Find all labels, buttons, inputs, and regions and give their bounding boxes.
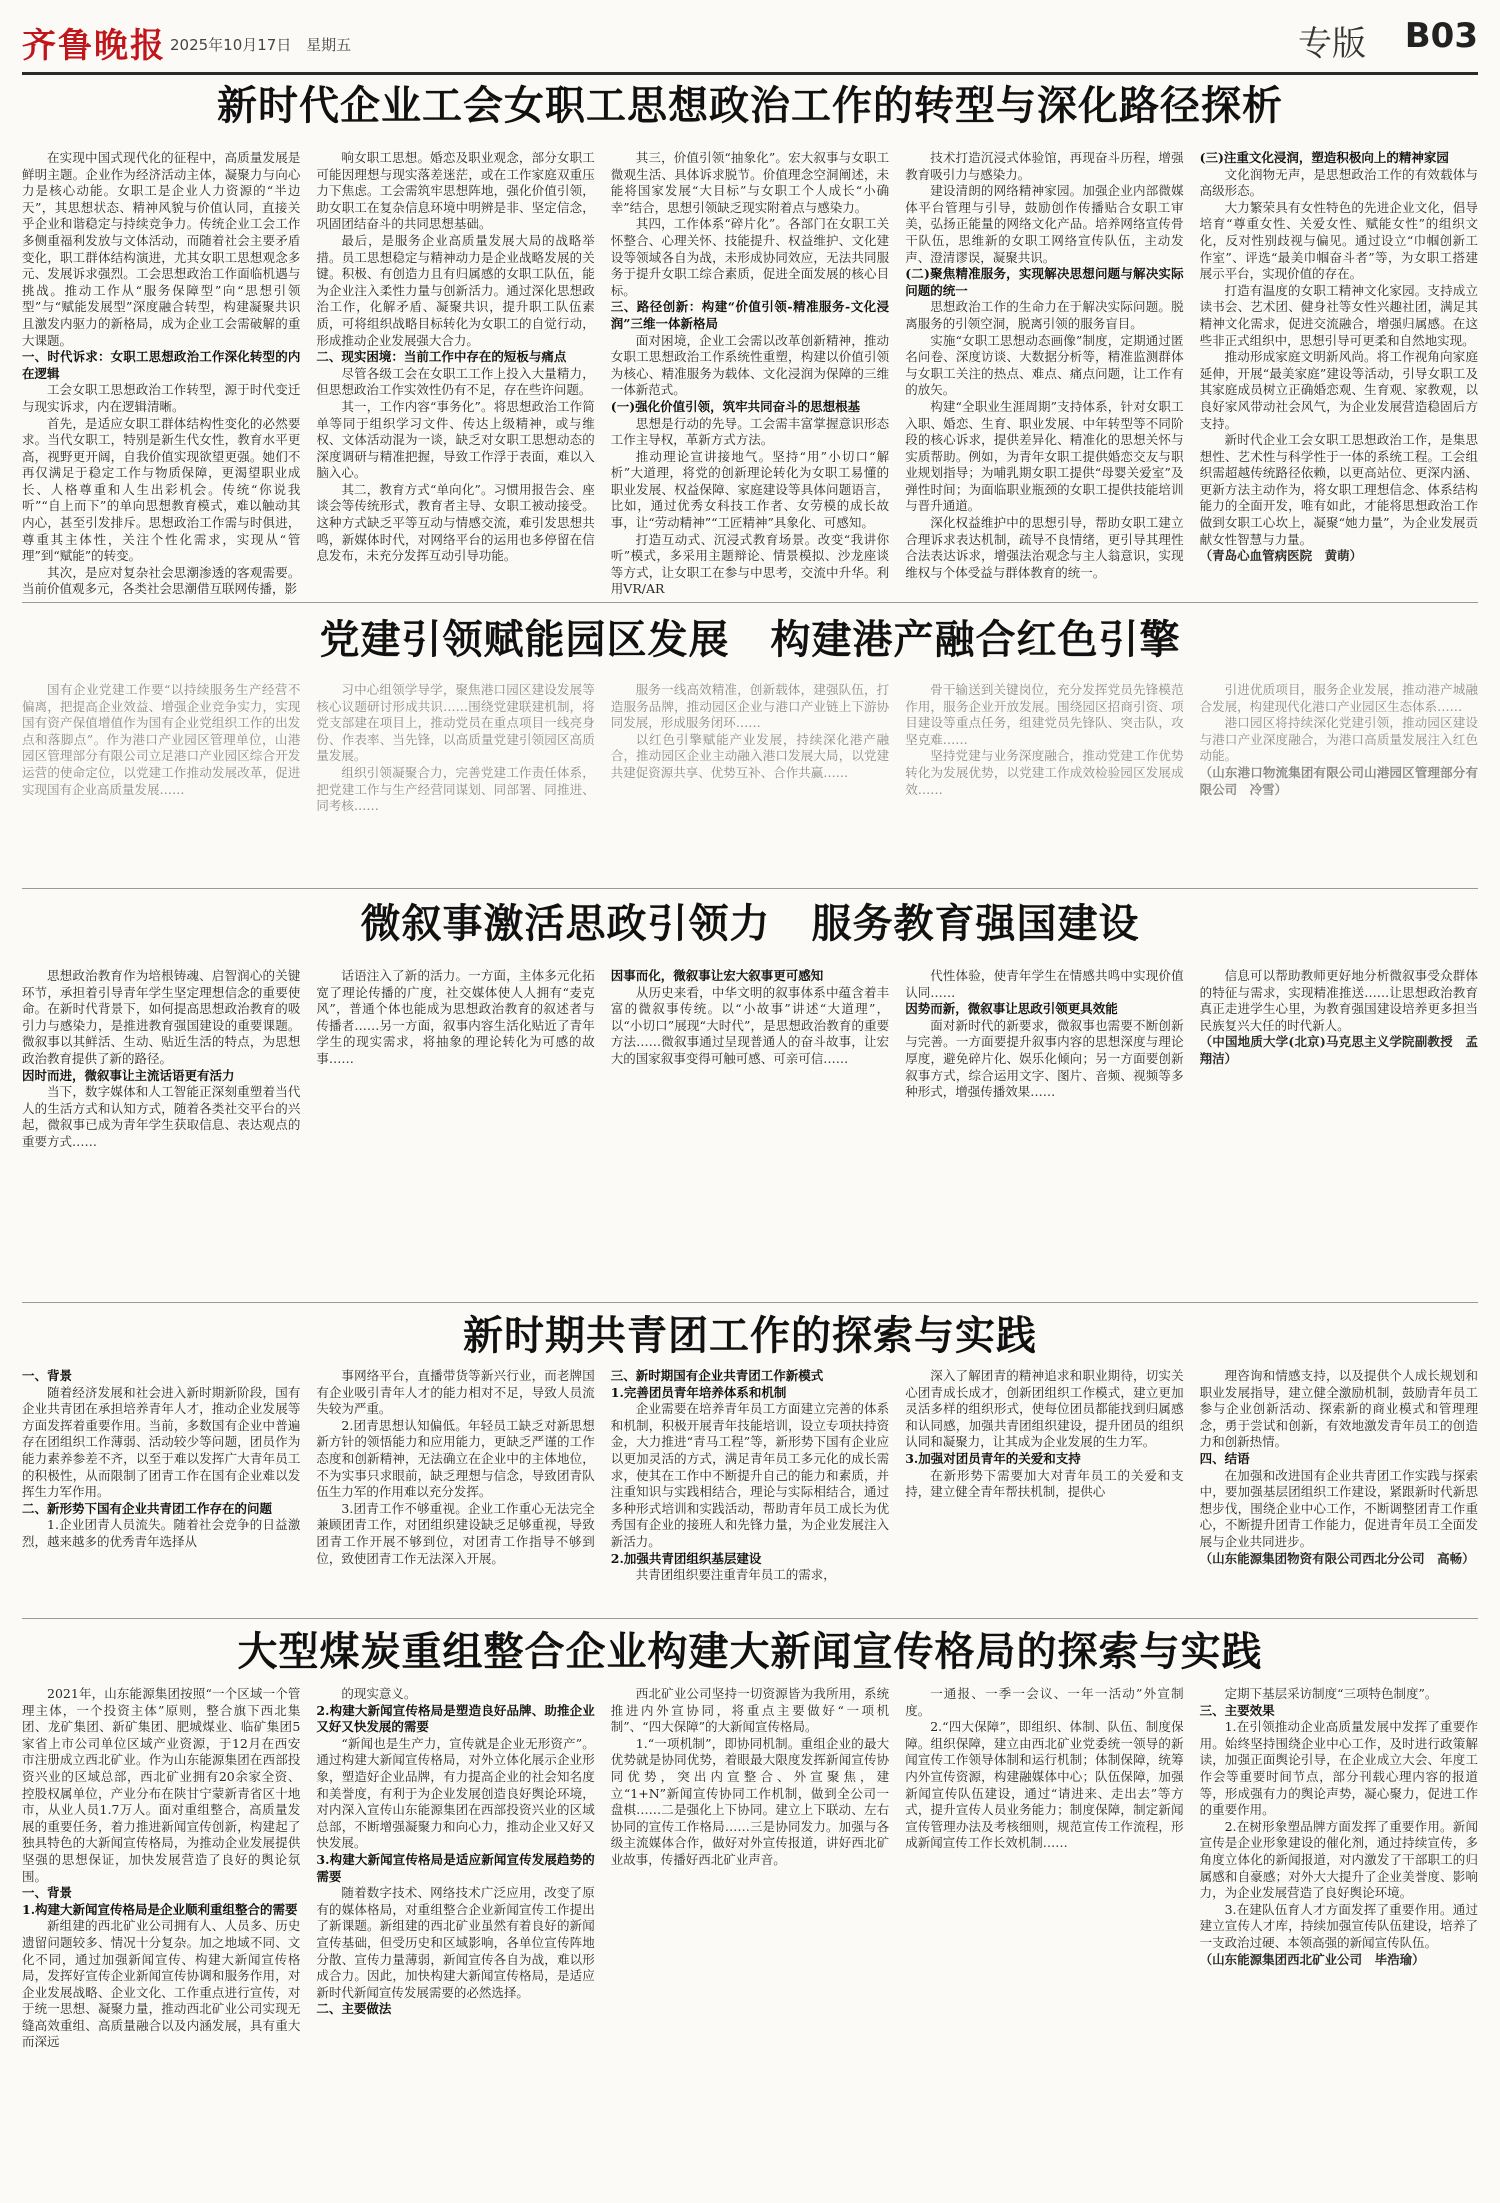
article-headline: 党建引领赋能园区发展 构建港产融合红色引擎 — [319, 616, 1181, 663]
article-column — [611, 150, 889, 598]
article-column — [1200, 150, 1478, 598]
article-body — [22, 1368, 1478, 1618]
article-column — [905, 1686, 1183, 2194]
article-youth-league — [22, 1308, 1478, 1620]
section-subheading: 因势而新，微叙事让思政引领更具效能 — [905, 1001, 1118, 1017]
section-subheading: (三)注重文化浸润，塑造积极向上的精神家园 — [1199, 150, 1449, 165]
article-column — [611, 968, 889, 1302]
body-paragraph: 事网络平台，直播带货等新兴行业，而老牌国有企业吸引青年人才的能力相对不足，导致人员流失较为严重。 — [316, 1368, 595, 1417]
article-divider — [22, 1302, 1478, 1303]
section-subheading: 3.构建大新闻宣传格局是适应新闻宣传发展趋势的需要 — [316, 1851, 595, 1884]
section-subheading: 2.构建大新闻宣传格局是塑造良好品牌、助推企业又好又快发展的需要 — [316, 1702, 595, 1735]
body-paragraph: 工会女职工思想政治工作转型，源于时代变迁与现实诉求，内在逻辑清晰。 — [22, 382, 301, 414]
body-paragraph: 2.在树形象塑品牌方面发挥了重要作用。新闻宣传是企业形象建设的催化剂，通过持续宣传，多角度立体化的新闻报道，对内激发了干部职工的归属感和自豪感；对外大大提升了企业美誉度、影响力，为企业发展营造了良好舆论环境。 — [1199, 1818, 1478, 1901]
article-women-workers — [22, 78, 1478, 597]
article-column — [611, 1368, 889, 1618]
body-paragraph: 企业需要在培养青年员工方面建立完善的体系和机制，积极开展青年技能培训，设立专项扶持资金，大力推进“青马工程”等，新形势下国有企业应以更加灵活的方式，满足青年员工多元化的成长需求，使其在工作中不断提升自己的能力和素质，并注重知识与实践相结合，理论与实际相结合，通过多种形式培训和实践活动，帮助青年员工成长为优秀国有企业的接班人和先锋力量，为企业发展注入新活力。 — [610, 1401, 890, 1549]
body-paragraph: 推动形成家庭文明新风尚。将工作视角向家庭延伸，开展“最美家庭”建设等活动，引导女职工及其家庭成员树立正确婚恋观、生育观、家教观，以良好家风带动社会风气，为企业发展营造稳固后方支持。 — [1199, 349, 1478, 431]
article-micro-narrative — [22, 896, 1478, 1306]
body-paragraph: 其三，价值引领“抽象化”。宏大叙事与女职工微观生活、具体诉求脱节。价值理念空洞阐述，未能将国家发展“大目标”与女职工个人成长“小确幸”结合，思想引领缺乏现实附着点与感染力。 — [610, 150, 890, 215]
article-column — [22, 1368, 300, 1618]
body-paragraph: 建设清朗的网络精神家园。加强企业内部微媒体平台管理与引导，鼓励创作传播贴合女职工审美，弘扬正能量的网络文化产品。培养网络宣传骨干队伍，思维新的女职工网络宣传队伍，主动发声、澄清谬误，凝聚共识。 — [905, 183, 1184, 265]
article-column — [1200, 968, 1478, 1302]
body-paragraph: 的现实意义。 — [341, 1686, 417, 1701]
author-byline: （青岛心血管病医院 黄萌） — [1199, 548, 1363, 564]
body-paragraph: 1.“一项机制”，即协同机制。重组企业的最大优势就是协同优势，着眼最大限度发挥新闻宣传协同优势，突出内宣整合、外宣聚焦，建立“1+N”新闻宣传协同工作机制，做到全公司一盘棋……二是强化上下协同。建立上下联动、左右协同的宣传工作格局……三是协同发力。加强与各级主流媒体合作，做好对外宣传报道，讲好西北矿业故事，传播好西北矿业声音。 — [610, 1735, 890, 1867]
author-byline: （山东能源集团物资有限公司西北分公司 高畅） — [1199, 1550, 1475, 1566]
body-paragraph: 深入了解团青的精神追求和职业期待，切实关心团青成长成才，创新团组织工作模式，建立更加灵活多样的组织形式，使每位团员都能找到归属感和认同感，加强共青团组织建设，提升团员的组织认同和凝聚力，让其成为企业发展的生力军。 — [905, 1368, 1184, 1450]
body-paragraph: 面对新时代的新要求，微叙事也需要不断创新与完善。一方面要提升叙事内容的思想深度与理论厚度，避免碎片化、娱乐化倾向；另一方面要创新叙事方式，综合运用文字、图片、音频、视频等多种形式，增强传播效果…… — [905, 1017, 1184, 1100]
body-paragraph: 共青团组织要注重青年员工的需求， — [635, 1567, 836, 1583]
body-paragraph: 思想政治教育作为培根铸魂、启智润心的关键环节，承担着引导青年学生坚定理想信念的重要使命。在新时代背景下，如何提高思想政治教育的吸引力与感染力，是推进教育强国建设的重要课题。微叙事以其鲜活、生动、贴近生活的特点，为思想政治教育提供了新的路径。 — [22, 968, 301, 1066]
body-paragraph: 文化润物无声，是思想政治工作的有效载体与高级形态。 — [1199, 166, 1478, 199]
article-divider — [22, 1618, 1478, 1619]
article-column — [611, 1686, 889, 2194]
section-name: 专版 — [1298, 24, 1366, 64]
body-paragraph: 港口园区将持续深化党建引领，推动园区建设与港口产业深度融合，为港口高质量发展注入红色动能。 — [1199, 715, 1478, 764]
body-paragraph: 一通报、一季一会议、一年一活动”外宣制度。 — [905, 1686, 1184, 1718]
article-coal-news-publicity — [22, 1624, 1478, 2198]
body-paragraph: 1.在引领推动企业高质量发展中发挥了重要作用。始终坚持围绕企业中心工作，及时进行政策解读，加强正面舆论引导，在企业成立大会、年度工作会等重要时间节点，部分刊载心理内容的报道等，形成强有力的舆论声势，凝心聚力，促进工作的重要作用。 — [1199, 1719, 1478, 1818]
issue-date: 2025年10月17日 — [170, 36, 292, 54]
article-party-building-park — [22, 612, 1478, 882]
dateline — [170, 34, 361, 55]
body-paragraph: 3.团青工作不够重视。企业工作重心无法完全兼顾团青工作，对团组织建设缺乏足够重视，导致团青工作开展不够到位，对团青工作指导不够到位，致使团青工作无法深入开展。 — [316, 1500, 595, 1566]
body-paragraph: 3.在建队伍育人才方面发挥了重要作用。通过建立宣传人才库，持续加强宣传队伍建设，培养了一支政治过硬、本领高强的新闻宣传队伍。 — [1199, 1901, 1478, 1950]
section-subheading: 三、新时期国有企业共青团工作新模式 — [610, 1368, 824, 1383]
article-body — [22, 682, 1478, 878]
body-paragraph: 组织引领凝聚合力，完善党建工作责任体系，把党建工作与生产经营同谋划、同部署、同推进、同考核…… — [316, 764, 595, 814]
section-subheading: 因事而化，微叙事让宏大叙事更可感知 — [610, 968, 824, 983]
article-column — [611, 682, 889, 878]
body-paragraph: 在实现中国式现代化的征程中，高质量发展是鲜明主题。企业作为经济活动主体，凝聚力与向心力是核心动能。女职工是企业人力资源的“半边天”，其思想状态、精神风貌与价值认同，直接关乎企业和谐稳定与持续竞争力。传统企业工会工作多侧重福利发放与文体活动，而随着社会主要矛盾变化，职工群体结构演进，尤其女职工思想观念多元、发展诉求强烈。工会思想政治工作面临机遇与挑战。推动工作从“服务保障型”向“思想引领型”与“赋能发展型”深度融合转型，构建凝聚共识且激发内驱力的新格局，成为企业工会需破解的重大课题。 — [22, 150, 301, 348]
section-subheading: 因时而进，微叙事让主流话语更有活力 — [22, 1067, 235, 1083]
section-subheading: 一、背景 — [22, 1368, 73, 1383]
body-paragraph: 引进优质项目，服务企业发展，推动港产城融合发展，构建现代化港口产业园区生态体系…… — [1199, 682, 1478, 714]
body-paragraph: 其四，工作体系“碎片化”。各部门在女职工关怀整合、心理关怀、技能提升、权益维护、文化建设等领域各自为战，未形成协同效应，无法共同服务于提升女职工综合素质，促进全面发展的核心目标。 — [610, 216, 890, 298]
masthead-rule — [22, 72, 1478, 75]
article-column — [1200, 1368, 1478, 1618]
body-paragraph: 打造有温度的女职工精神文化家园。支持成立读书会、艺术团、健身社等女性兴趣社团，满足其精神文化需求，促进交流融合，增强归属感。在这些非正式组织中，思想引导可更柔和自然地实现。 — [1199, 282, 1478, 348]
article-headline: 新时期共青团工作的探索与实践 — [463, 1312, 1037, 1359]
body-paragraph: 习中心组领学导学，聚焦港口园区建设发展等核心议题研讨形成共识……围绕党建联建机制，将党支部建在项目上，推动党员在重点项目一线亮身份、作表率、当先锋，以高质量党建引领园区高质量发展。 — [316, 682, 595, 764]
article-headline: 大型煤炭重组整合企业构建大新闻宣传格局的探索与实践 — [237, 1628, 1263, 1675]
article-column — [905, 1368, 1183, 1618]
body-paragraph: 其次，是应对复杂社会思潮渗透的客观需要。当前价值观多元，各类社会思潮借互联网传播，影 — [22, 564, 301, 597]
body-paragraph: 其一，工作内容“事务化”。将思想政治工作简单等同于组织学习文件、传达上级精神，或与维权、文体活动混为一谈，缺乏对女职工思想动态的深度调研与精准把握，导致工作浮于表面，难以入脑入心。 — [316, 398, 595, 481]
body-paragraph: 骨干输送到关键岗位，充分发挥党员先锋模范作用，服务企业开放发展。围绕园区招商引资、项目建设等重点任务，组建党员先锋队、突击队，攻坚克难…… — [905, 682, 1184, 747]
section-subheading: (一)强化价值引领，筑牢共同奋斗的思想根基 — [610, 398, 861, 414]
body-paragraph: 坚持党建与业务深度融合，推动党建工作优势转化为发展优势，以党建工作成效检验园区发展成效…… — [905, 748, 1184, 797]
body-paragraph: 首先，是适应女职工群体结构性变化的必然要求。当代女职工，特别是新生代女性，教育水平更高，视野更开阔，自我价值实现欲望更强。她们不再仅满足于稳定工作与物质保障，更渴望职业成长、人格尊重和人生出彩机会。传统“你说我听”“自上而下”的单向思想教育模式，难以触动其内心，甚至引发排斥。思想政治工作需与时俱进，尊重其主体性，关注个性化需求，实现从“管理”到“赋能”的转变。 — [22, 415, 301, 564]
body-paragraph: 1.企业团青人员流失。随着社会竞争的日益激烈，越来越多的优秀青年选择从 — [22, 1517, 301, 1549]
body-paragraph: 在加强和改进国有企业共青团工作实践与探索中，要加强基层团组织工作建设，紧跟新时代新思想步伐，围绕企业中心工作，不断调整团青工作重心，不断提升团青工作能力，促进青年员工全面发展与企业共同进步。 — [1199, 1467, 1478, 1549]
masthead — [22, 8, 1478, 70]
section-subheading: (二)聚焦精准服务，实现解决思想问题与解决实际问题的统一 — [905, 266, 1184, 298]
body-paragraph: 定期下基层采访制度“三项特色制度”。 — [1224, 1686, 1438, 1701]
body-paragraph: 以红色引擎赋能产业发展，持续深化港产融合，推动园区企业主动融入港口发展大局，以党建共建促资源共享、优势互补、合作共赢…… — [610, 731, 890, 780]
section-subheading: 三、主要效果 — [1199, 1702, 1275, 1718]
article-divider — [22, 602, 1478, 603]
body-paragraph: 2.团青思想认知偏低。年轻员工缺乏对新思想新方针的领悟能力和应用能力，更缺乏严谨的工作态度和创新精神，无法确立在企业中的主体地位，不为实事只求眼前，缺乏理想与信念，导致团青队伍生力军的作用难以充分发挥。 — [316, 1417, 595, 1500]
body-paragraph: 打造互动式、沉浸式教育场景。改变“我讲你听”模式，多采用主题辩论、情景模拟、沙龙座谈等方式，让女职工在参与中思考，交流中升华。利用VR/AR — [610, 531, 890, 597]
article-headline: 新时代企业工会女职工思想政治工作的转型与深化路径探析 — [217, 82, 1283, 129]
body-paragraph: 服务一线高效精准，创新载体，建强队伍，打造服务品牌，推动园区企业与港口产业链上下游协同发展，形成服务闭环…… — [610, 682, 890, 731]
body-paragraph: 在新形势下需要加大对青年员工的关爱和支持，建立健全青年帮扶机制，提供心 — [905, 1467, 1184, 1500]
body-paragraph: 技术打造沉浸式体验馆，再现奋斗历程，增强教育吸引力与感染力。 — [905, 150, 1184, 182]
body-paragraph: 推动理论宣讲接地气。坚持“用”小切口“解析”大道理，将党的创新理论转化为女职工易懂的职业发展、权益保障、家庭建设等具体问题语言，比如，通过优秀女科技工作者、女劳模的成长故事，让“劳动精神”“工匠精神”具象化、可感知。 — [610, 448, 890, 531]
page-number: B03 — [1404, 16, 1478, 56]
article-column — [316, 1368, 594, 1618]
body-paragraph: 当下，数字媒体和人工智能正深刻重塑着当代人的生活方式和认知方式，随着各类社交平台的兴起，微叙事已成为青年学生获取信息、表达观点的重要方式…… — [22, 1084, 301, 1149]
section-subheading: 2.加强共青团组织基层建设 — [610, 1550, 762, 1566]
body-paragraph: 尽管各级工会在女职工工作上投入大量精力，但思想政治工作实效性仍有不足，存在些许问题。 — [316, 365, 595, 398]
issue-weekday: 星期五 — [306, 36, 352, 54]
body-paragraph: 思想是行动的先导。工会需丰富掌握意识形态工作主导权，革新方式方法。 — [610, 415, 890, 448]
article-body — [22, 968, 1478, 1302]
section-subheading: 二、主要做法 — [316, 2001, 392, 2017]
section-subheading: 四、结语 — [1199, 1450, 1250, 1466]
author-byline: （山东能源集团西北矿业公司 毕浩瑜） — [1199, 1951, 1425, 1967]
body-paragraph: 新时代企业工会女职工思想政治工作，是集思想性、艺术性与科学性于一体的系统工程。工会组织需超越传统路径依赖，以更高站位、更深内涵、更新方法主动作为，将女职工理想信念、体系结构能力的全面开发，唯有如此，才能将思想政治工作做到女职工心坎上，凝聚“她力量”，为企业发展贡献女性智慧与力量。 — [1199, 432, 1478, 547]
section-subheading: 1.构建大新闻宣传格局是企业顺利重组整合的需要 — [22, 1901, 298, 1917]
body-paragraph: 其二，教育方式“单向化”。习惯用报告会、座谈会等传统形式，教育者主导、女职工被动接受。这种方式缺乏平等互动与情感交流，难引发思想共鸣，新媒体时代，对网络平台的运用也多停留在信息发布，未充分发挥互动引导功能。 — [316, 481, 595, 564]
body-paragraph: 最后，是服务企业高质量发展大局的战略举措。员工思想稳定与精神动力是企业战略发展的关键。积极、有创造力且有归属感的女职工队伍，能为企业注入柔性力量与创新活力。通过深化思想政治工作，化解矛盾、凝聚共识，提升职工队伍素质，可将组织战略目标转化为女职工的自觉行动，形成推动企业发展强大合力。 — [316, 232, 595, 348]
body-paragraph: 话语注入了新的活力。一方面，主体多元化拓宽了理论传播的广度，社交媒体使人人拥有“麦克风”，普通个体也能成为思想政治教育的叙述者与传播者……另一方面，叙事内容生活化贴近了青年学生的现实需求，将抽象的理论转化为可感的故事…… — [316, 968, 595, 1066]
article-divider — [22, 888, 1478, 889]
body-paragraph: 深化权益维护中的思想引导，帮助女职工建立合理诉求表达机制，疏导不良情绪，更引导其理性合法表达诉求，增强法治观念与主人翁意识，实现维权与个体受益与群体教育的统一。 — [905, 515, 1184, 580]
section-subheading: 二、新形势下国有企业共青团工作存在的问题 — [22, 1500, 273, 1516]
article-column — [22, 968, 300, 1302]
body-paragraph: 构建“全职业生涯周期”支持体系，针对女职工入职、婚恋、生育、职业发展、中年转型等不同阶段的核心诉求，提供差异化、精准化的思想关怀与实质帮助。例如，为青年女职工提供婚恋交友与职业规划指导；为哺乳期女职工提供“母婴关爱室”及弹性时间；为面临职业瓶颈的女职工提供技能培训与晋升通道。 — [905, 398, 1184, 514]
body-paragraph: 大力繁荣具有女性特色的先进企业文化，倡导培育“尊重女性、关爱女性、赋能女性”的组织文化，反对性别歧视与偏见。通过设立“巾帼创新工作室”、评选“最美巾帼奋斗者”等，为女职工搭建展示平台，实现价值的存在。 — [1199, 199, 1478, 282]
article-column — [905, 968, 1183, 1302]
body-paragraph: 国有企业党建工作要“以持续服务生产经营不偏离，把提高企业效益、增强企业竞争实力，实现国有资产保值增值作为国有企业党组织工作的出发点和落脚点”。作为港口产业园区管理单位，山港园区管理部分有限公司立足港口产业园区综合开发运营的使命定位，以党建工作推动发展改革，促进实现国有企业高质量发展…… — [22, 682, 301, 797]
section-subheading: 一、时代诉求：女职工思想政治工作深化转型的内在逻辑 — [22, 349, 301, 381]
body-paragraph: 响女职工思想。婚恋及职业观念，部分女职工可能因理想与现实落差迷茫，或在工作家庭双重压力下焦虑。工会需筑牢思想阵地，强化价值引领，助女职工在复杂信息环境中明辨是非、坚定信念，巩固团结奋斗的共同思想基础。 — [316, 150, 595, 232]
author-byline: （中国地质大学(北京)马克思主义学院副教授 孟翔洁） — [1199, 1034, 1478, 1066]
newspaper-logo: 齐鲁晚报 — [22, 26, 166, 66]
body-paragraph: 新组建的西北矿业公司拥有人、人员多、历史遗留问题较多、情况十分复杂。加之地域不同、文化不同，通过加强新闻宣传、构建大新闻宣传格局，发挥好宣传企业新闻宣传协调和服务作用，对企业发展战略、企业文化、工作重点进行宣传，对于统一思想、凝聚力量，推动西北矿业公司实现无缝高效重组、高质量融合以及内涵发展，具有重大而深远 — [22, 1918, 301, 2050]
body-paragraph: 信息可以帮助教师更好地分析微叙事受众群体的特征与需求，实现精准推送……让思想政治教育真正走进学生心里，为教育强国建设培养更多担当民族复兴大任的时代新人。 — [1199, 968, 1478, 1033]
article-body — [22, 1686, 1478, 2194]
article-column — [316, 682, 594, 878]
body-paragraph: 面对困境，企业工会需以改革创新精神，推动女职工思想政治工作系统性重塑，构建以价值引领为核心、精准服务为载体、文化浸润为保障的三维一体新范式。 — [610, 332, 890, 398]
article-column — [22, 150, 300, 598]
body-paragraph: 随着经济发展和社会进入新时期新阶段，国有企业共青团在承担培养青年人才，推动企业发展等方面发挥着重要作用。当前，多数国有企业中普遍存在团组织工作薄弱、活动较少等问题，团员作为能力素养参差不齐，以至于难以发挥广大青年员工的积极性，从而限制了团青工作在国有企业难以发挥生力军作用。 — [22, 1384, 301, 1500]
article-column — [22, 682, 300, 878]
body-paragraph: 随着数字技术、网络技术广泛应用，改变了原有的媒体格局，对重组整合企业新闻宣传工作提出了新课题。新组建的西北矿业虽然有着良好的新闻宣传基础，但受历史和区域影响，各单位宣传阵地分散、宣传力量薄弱，新闻宣传各自为战，难以形成合力。因此，加快构建大新闻宣传格局，是适应新时代新闻宣传发展需要的必然选择。 — [316, 1885, 595, 2000]
author-byline: （山东港口物流集团有限公司山港园区管理部分有限公司 冷雪） — [1199, 764, 1478, 797]
section-subheading: 3.加强对团员青年的关爱和支持 — [905, 1450, 1081, 1466]
body-paragraph: 2021年，山东能源集团按照“一个区域一个管理主体，一个投资主体”原则，整合旗下西北集团、龙矿集团、新矿集团、肥城煤业、临矿集团5家省上市公司单位区域产业资源，于12月在西安市注册成立西北矿业。作为山东能源集团在西部投资兴业的区域总部，西北矿业拥有20余家全资、控股权属单位，产业分布在陕甘宁蒙新青省区十地市，从业人员1.7万人。面对重组整合，高质量发展的重要任务，着力推进新闻宣传创新，构建起了独具特色的大新闻宣传格局，为推动企业发展提供坚强的思想保证，加快发展营造了良好的舆论氛围。 — [22, 1686, 301, 1884]
section-subheading: 三、路径创新：构建“价值引领-精准服务-文化浸润”三维一体新格局 — [610, 299, 890, 331]
body-paragraph: 实施“女职工思想动态画像”制度，定期通过匿名问卷、深度访谈、大数据分析等，精准监测群体与女职工关注的热点、难点、痛点问题，让工作有的放矢。 — [905, 332, 1184, 398]
article-column — [316, 150, 594, 598]
article-column — [316, 1686, 594, 2194]
section-subheading: 1.完善团员青年培养体系和机制 — [610, 1384, 787, 1400]
body-paragraph: 思想政治工作的生命力在于解决实际问题。脱离服务的引领空洞，脱离引领的服务盲目。 — [905, 299, 1184, 331]
article-column — [905, 150, 1183, 598]
article-column — [22, 1686, 300, 2194]
article-body — [22, 150, 1478, 597]
body-paragraph: 理咨询和情感支持，以及提供个人成长规划和职业发展指导，建立健全激励机制，鼓励青年员工参与企业创新活动、探索新的商业模式和管理理念，勇于尝试和创新，有效地激发青年员工的创造力和创新热情。 — [1199, 1368, 1478, 1450]
article-headline: 微叙事激活思政引领力 服务教育强国建设 — [360, 900, 1140, 947]
body-paragraph: 代性体验，使青年学生在情感共鸣中实现价值认同…… — [905, 968, 1184, 1000]
section-subheading: 一、背景 — [22, 1885, 73, 1901]
body-paragraph: “新闻也是生产力，宣传就是企业无形资产”。通过构建大新闻宣传格局，对外立体化展示企业形象，塑造好企业品牌，有力提高企业的社会知名度和美誉度，有利于为企业发展创造良好舆论环境，对内深入宣传山东能源集团在西部投资兴业的区域总部，不断增强凝聚力和向心力，推动企业又好又快发展。 — [316, 1735, 595, 1851]
body-paragraph: 从历史来看，中华文明的叙事体系中蕴含着丰富的微叙事传统。以“小故事”讲述“大道理”，以“小切口”展现“大时代”，是思想政治教育的重要方法……微叙事通过呈现普通人的奋斗故事，让宏大的国家叙事变得可触可感、可亲可信…… — [610, 984, 890, 1066]
article-column — [1200, 1686, 1478, 2194]
section-subheading: 二、现实困境：当前工作中存在的短板与痛点 — [316, 349, 567, 365]
article-column — [905, 682, 1183, 878]
body-paragraph: 2.“四大保障”，即组织、体制、队伍、制度保障。组织保障，建立由西北矿业党委统一领导的新闻宣传工作领导体制和运行机制；体制保障，统筹内外宣传资源，构建融媒体中心；队伍保障，加强新闻宣传队伍建设，通过“请进来、走出去”等方式，提升宣传人员业务能力；制度保障，制定新闻宣传管理办法及考核细则，规范宣传工作流程，形成新闻宣传工作长效机制…… — [905, 1719, 1184, 1851]
article-column — [316, 968, 594, 1302]
article-column — [1200, 682, 1478, 878]
body-paragraph: 西北矿业公司坚持一切资源皆为我所用，系统推进内外宣协同，将重点主要做好“一项机制”、“四大保障”的大新闻宣传格局。 — [610, 1686, 890, 1735]
